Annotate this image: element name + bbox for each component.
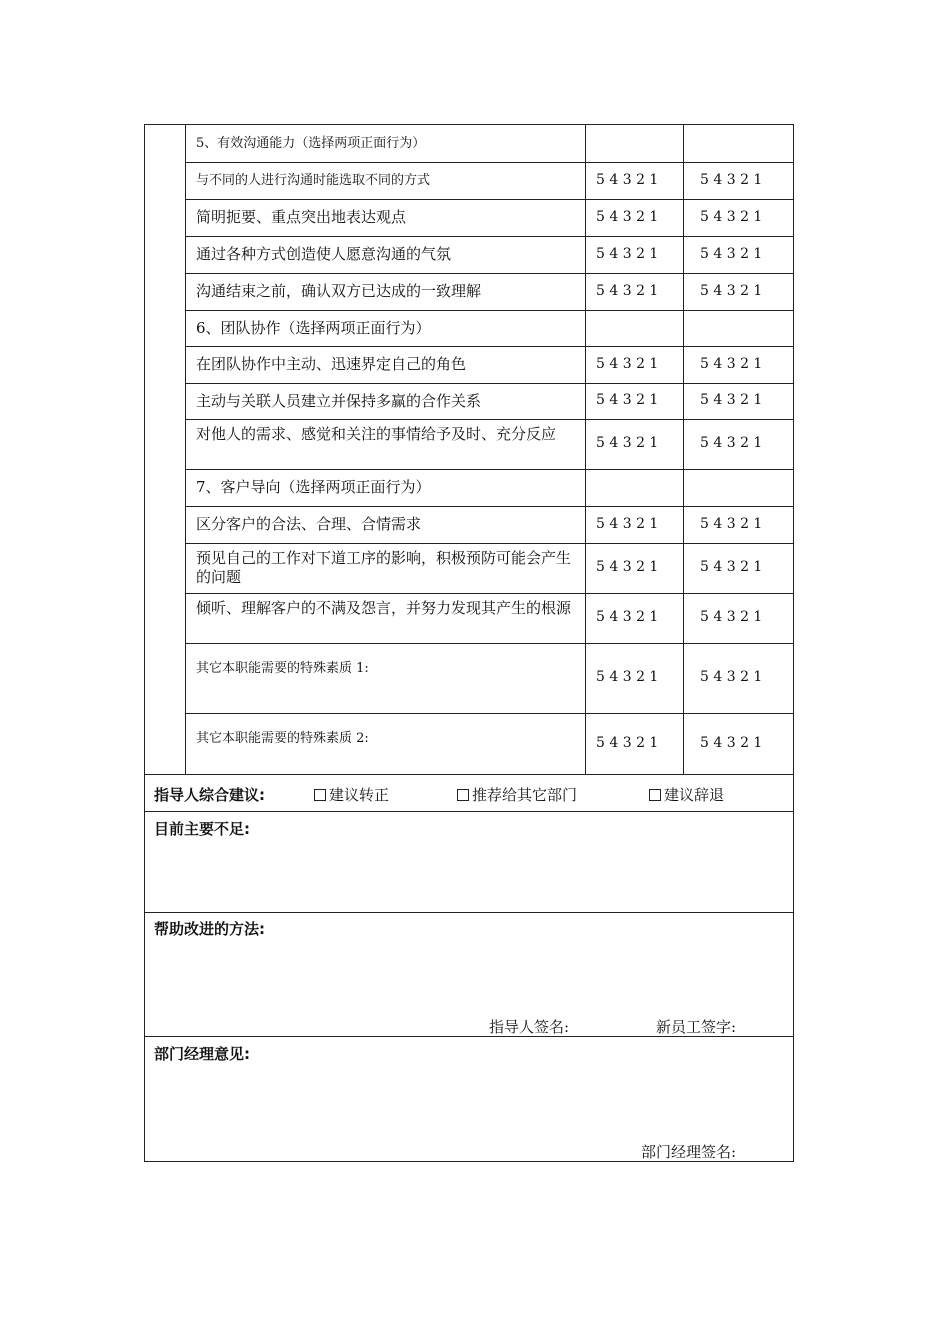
row-label: 倾听、理解客户的不满及怨言，并努力发现其产生的根源 [196, 599, 572, 617]
weakness-input-area[interactable] [154, 841, 784, 905]
option-transfer[interactable] [457, 784, 577, 805]
row-label: 其它本职能需要的特殊素质 1: [196, 661, 369, 676]
row-label: 沟通结束之前，确认双方已达成的一致理解 [196, 282, 482, 300]
evaluation-form [144, 124, 794, 1162]
option-confirm[interactable] [314, 784, 389, 805]
table-row [145, 643, 793, 713]
self-score-cell[interactable]: 5 4 3 2 1 [596, 609, 659, 625]
table-row [145, 543, 793, 593]
self-score-cell[interactable]: 5 4 3 2 1 [596, 516, 659, 532]
row-label: 5、有效沟通能力（选择两项正面行为） [196, 136, 426, 151]
row-label: 预见自己的工作对下道工序的影响，积极预防可能会产生的问题 [196, 549, 572, 586]
row-label: 在团队协作中主动、迅速界定自己的角色 [196, 355, 467, 373]
mentor-score-cell[interactable]: 5 4 3 2 1 [700, 356, 763, 372]
checkbox-confirm-icon[interactable] [314, 789, 326, 801]
improvement-input-area[interactable] [154, 941, 784, 1011]
table-row [145, 310, 793, 346]
row-label: 7、客户导向（选择两项正面行为） [196, 478, 431, 496]
table-row [145, 469, 793, 506]
mentor-score-cell[interactable]: 5 4 3 2 1 [700, 392, 763, 408]
mentor-score-cell[interactable]: 5 4 3 2 1 [700, 209, 763, 225]
table-row [145, 506, 793, 543]
row-label: 6、团队协作（选择两项正面行为） [196, 319, 431, 337]
mentor-score-cell[interactable]: 5 4 3 2 1 [700, 435, 763, 451]
self-score-cell[interactable]: 5 4 3 2 1 [596, 735, 659, 751]
option-dismiss[interactable] [649, 784, 724, 805]
table-row [145, 383, 793, 419]
option-dismiss-label: 建议辞退 [664, 786, 725, 804]
row-label: 其它本职能需要的特殊素质 2: [196, 731, 369, 746]
row-label: 与不同的人进行沟通时能选取不同的方式 [196, 173, 431, 188]
mentor-score-cell[interactable]: 5 4 3 2 1 [700, 172, 763, 188]
mentor-score-cell[interactable]: 5 4 3 2 1 [700, 283, 763, 299]
self-score-cell[interactable]: 5 4 3 2 1 [596, 435, 659, 451]
mentor-score-cell[interactable]: 5 4 3 2 1 [700, 609, 763, 625]
mentor-score-cell[interactable]: 5 4 3 2 1 [700, 735, 763, 751]
self-score-cell[interactable]: 5 4 3 2 1 [596, 283, 659, 299]
option-transfer-label: 推荐给其它部门 [472, 786, 578, 804]
self-score-cell[interactable]: 5 4 3 2 1 [596, 392, 659, 408]
self-score-cell[interactable]: 5 4 3 2 1 [596, 669, 659, 685]
option-confirm-label: 建议转正 [329, 786, 390, 804]
table-row [145, 346, 793, 383]
table-row [145, 273, 793, 310]
self-score-cell[interactable]: 5 4 3 2 1 [596, 559, 659, 575]
self-score-cell[interactable]: 5 4 3 2 1 [596, 209, 659, 225]
mentor-signature-label: 指导人签名: [489, 1018, 570, 1036]
self-score-cell[interactable]: 5 4 3 2 1 [596, 172, 659, 188]
improvement-label: 帮助改进的方法: [154, 920, 265, 938]
checkbox-transfer-icon[interactable] [457, 789, 469, 801]
checkbox-dismiss-icon[interactable] [649, 789, 661, 801]
employee-signature-label: 新员工签字: [656, 1018, 737, 1036]
weakness-bottom-line [145, 912, 793, 913]
recommendation-bottom-line [145, 811, 793, 812]
manager-signature-label: 部门经理签名: [641, 1143, 737, 1161]
mentor-score-cell[interactable]: 5 4 3 2 1 [700, 669, 763, 685]
row-label: 主动与关联人员建立并保持多赢的合作关系 [196, 392, 482, 410]
row-label: 通过各种方式创造使人愿意沟通的气氛 [196, 245, 452, 263]
table-row [145, 236, 793, 273]
table-bottom-line [145, 774, 793, 775]
row-label: 区分客户的合法、合理、合情需求 [196, 515, 422, 533]
manager-opinion-label: 部门经理意见: [154, 1045, 250, 1063]
table-row [145, 713, 793, 774]
mentor-score-cell[interactable]: 5 4 3 2 1 [700, 246, 763, 262]
self-score-cell[interactable]: 5 4 3 2 1 [596, 246, 659, 262]
row-label: 简明扼要、重点突出地表达观点 [196, 208, 407, 226]
table-row [145, 125, 793, 162]
recommendation-label: 指导人综合建议: [154, 786, 265, 804]
self-score-cell[interactable]: 5 4 3 2 1 [596, 356, 659, 372]
table-row [145, 199, 793, 236]
mentor-score-cell[interactable]: 5 4 3 2 1 [700, 516, 763, 532]
table-row [145, 419, 793, 469]
mentor-score-cell[interactable]: 5 4 3 2 1 [700, 559, 763, 575]
manager-input-area[interactable] [154, 1066, 784, 1136]
row-label: 对他人的需求、感觉和关注的事情给予及时、充分反应 [196, 425, 557, 443]
table-row [145, 593, 793, 643]
weakness-label: 目前主要不足: [154, 820, 250, 838]
table-row [145, 162, 793, 199]
